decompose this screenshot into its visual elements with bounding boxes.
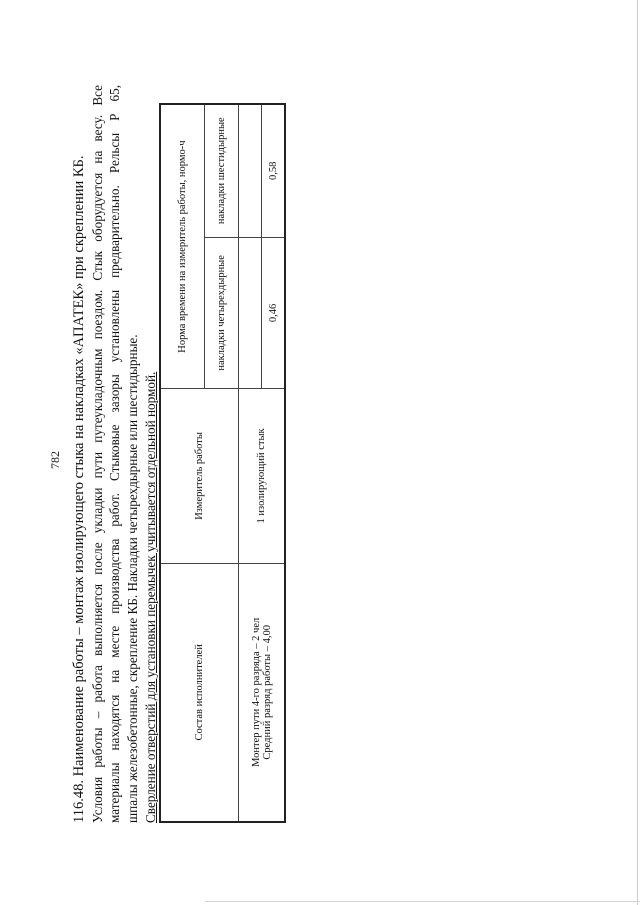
crew-line-1: Монтер пути 4-го разряда – 2 чел [250,617,262,767]
crew-line-2: Средний разряд работы – 4,00 [261,625,273,760]
conditions-line-2: материалы находятся на месте производства работ. Стыковые зазоры установлены предварительно. Рельсы Р 65, [107,85,123,823]
section-text [71,85,160,823]
norm-table [159,103,286,823]
section-heading: 116.48. Наименование работы – монтаж изолирующего стыка на накладках «АПАТЕК» при скреплении КБ. [71,155,87,823]
header-four-hole: накладки четырехдырные [205,237,239,389]
conditions-line-3: шпалы железобетонные, скрепление КБ. Накладки четырехдырные или шестидырные. [125,334,141,823]
header-crew: Состав исполнителей [160,563,239,822]
header-row [160,104,205,822]
unit-cell: 1 изолирующий стык [239,389,286,563]
spacer-cell-four [239,237,262,389]
conditions-line-1: Условия работы – работа выполняется после укладки пути путеукладочным поездом. Стык оборудуется на весу. Все [89,85,105,823]
section-note: Сверление отверстий для установки перемычек учитывается отдельной нормой. [142,371,158,823]
value-four-hole: 0,46 [262,237,286,389]
value-six-hole: 0,58 [262,104,286,237]
header-unit: Измеритель работы [160,389,239,563]
page-number: 782 [48,451,62,469]
header-six-hole: накладки шестидырные [205,104,239,237]
table-row [239,104,262,822]
crew-cell [239,563,286,822]
header-norm: Норма времени на измеритель работы, нормо-ч [160,104,205,389]
spacer-cell-six [239,104,262,237]
